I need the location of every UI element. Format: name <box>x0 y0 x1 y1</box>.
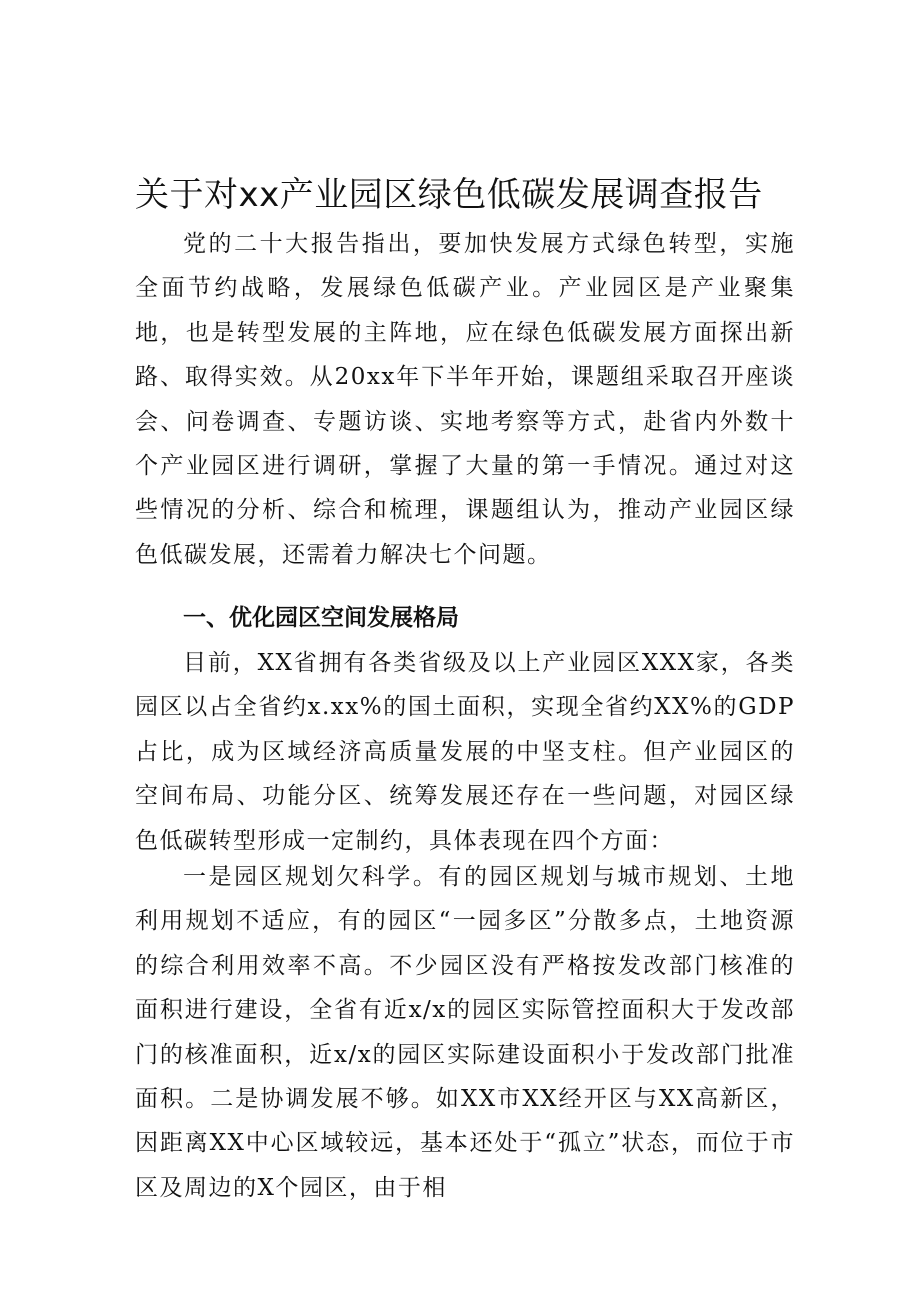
section-heading: 一、优化园区空间发展格局 <box>183 605 459 631</box>
intro-paragraph: 党的二十大报告指出，要加快发展方式绿色转型，实施全面节约战略，发展绿色低碳产业。产业园区是产业聚集地，也是转型发展的主阵地，应在绿色低碳发展方面探出新路、取得实效。从20xx年下半年开始，课题组采取召开座谈会、问卷调查、专题访谈、实地考察等方式，赴省内外数十个产业园区进行调研，掌握了大量的第一手情况。通过对这些情况的分析、综合和梳理，课题组认为，推动产业园区绿色低碳发展，还需着力解决七个问题。 <box>135 231 795 568</box>
document-title: 关于对xx产业园区绿色低碳发展调查报告 <box>135 174 763 215</box>
body-paragraph: 目前，XX省拥有各类省级及以上产业园区XXX家，各类园区以占全省约x.xx%的国土面积，实现全省约XX%的GDP占比，成为区域经济高质量发展的中坚支柱。但产业园区的空间布局、功能分区、统筹发展还存在一些问题，对园区绿色低碳转型形成一定制约，具体表现在四个方面： <box>135 650 795 854</box>
body-paragraph: 一是园区规划欠科学。有的园区规划与城市规划、土地利用规划不适应，有的园区“一园多区”分散多点，土地资源的综合利用效率不高。不少园区没有严格按发改部门核准的面积进行建设，全省有近x/x的园区实际管控面积大于发改部门的核准面积，近x/x的园区实际建设面积小于发改部门批准面积。二是协调发展不够。如XX市XX经开区与XX高新区，因距离XX中心区域较远，基本还处于“孤立”状态，而位于市区及周边的X个园区，由于相 <box>135 864 795 1201</box>
